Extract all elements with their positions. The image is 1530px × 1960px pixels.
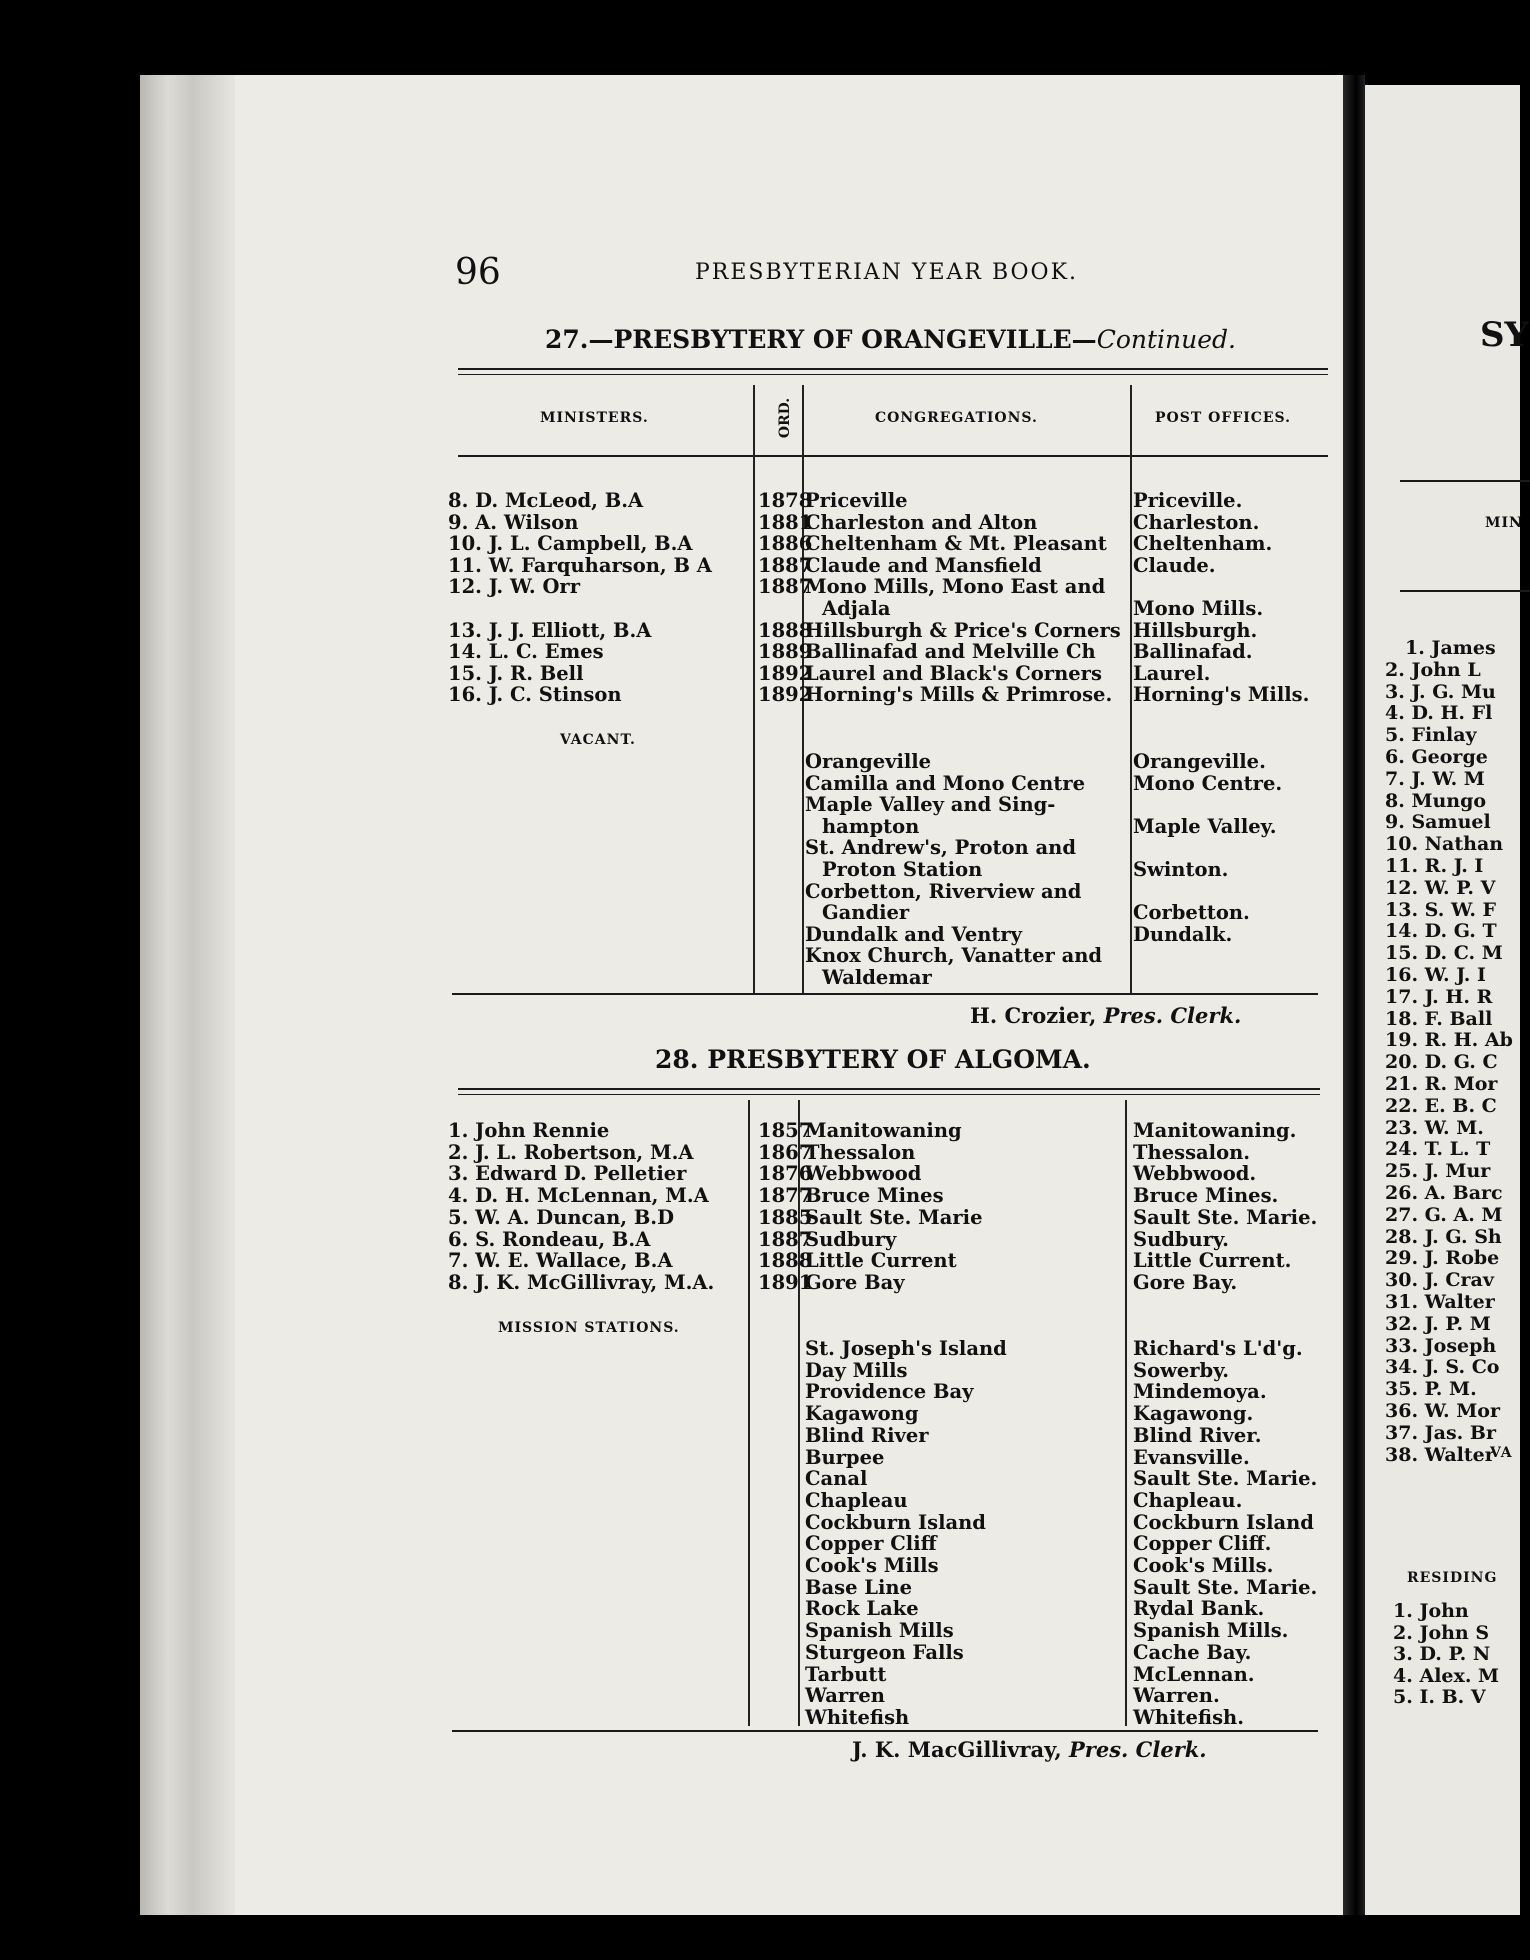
ordination-year: 1878 <box>758 489 813 512</box>
congregation-name: Providence Bay <box>805 1380 974 1404</box>
facing-list-item: 30. J. Crav <box>1385 1269 1494 1292</box>
facing-list-item: 35. P. M. <box>1385 1378 1477 1401</box>
ordination-year: 1892 <box>758 683 813 707</box>
facing-residing-item: 1. John <box>1393 1600 1469 1622</box>
table-row <box>0 1403 1340 1425</box>
congregation-name: Gore Bay <box>805 1270 905 1294</box>
ordination-year: 1887 <box>758 1227 813 1251</box>
orangeville-title <box>545 325 1236 354</box>
congregation-name: St. Joseph's Island <box>805 1337 1007 1360</box>
ordination-year: 1886 <box>758 532 813 556</box>
post-office: Corbetton. <box>1133 901 1250 925</box>
congregation-name: Rock Lake <box>805 1597 919 1621</box>
table-row <box>0 598 1340 620</box>
congregation-name: Sudbury <box>805 1227 897 1251</box>
book-gutter <box>1343 75 1365 1915</box>
algoma-clerk <box>852 1737 1207 1762</box>
mission-stations-label: MISSION STATIONS. <box>498 1320 680 1336</box>
facing-list-item: 3. J. G. Mu <box>1385 680 1496 703</box>
congregation-name: Mono Mills, Mono East and <box>805 575 1106 599</box>
table-row <box>0 1207 1340 1229</box>
post-office: Horning's Mills. <box>1133 683 1310 707</box>
table-row <box>0 1142 1340 1164</box>
facing-list-item: 25. J. Mur <box>1385 1160 1491 1183</box>
facing-page <box>1365 85 1529 1915</box>
minister-name: 2. J. L. Robertson, M.A <box>448 1140 694 1164</box>
congregation-name: Tarbutt <box>805 1662 887 1686</box>
ordination-year: 1888 <box>758 618 813 642</box>
table-row <box>0 751 1340 773</box>
table-row <box>0 684 1340 706</box>
post-office: Cockburn Island <box>1133 1510 1314 1534</box>
congregation-name: Burpee <box>805 1445 885 1469</box>
facing-list-item: 10. Nathan <box>1385 833 1504 856</box>
post-office: Webbwood. <box>1133 1162 1257 1186</box>
table-row <box>0 533 1340 555</box>
congregation-name: Knox Church, Vanatter and <box>805 944 1103 968</box>
facing-list-item: 26. A. Barc <box>1385 1182 1503 1204</box>
post-office: Copper Cliff. <box>1133 1532 1272 1556</box>
table-row <box>0 1577 1340 1599</box>
orangeville-clerk-name: H. Crozier, <box>970 1003 1097 1028</box>
minister-name: 14. L. C. Emes <box>448 640 604 664</box>
facing-list-item: 6. George <box>1385 746 1488 768</box>
congregation-name: Orangeville <box>805 750 932 773</box>
post-office: Gore Bay. <box>1133 1270 1238 1294</box>
facing-list-item: 38. Walter <box>1385 1443 1495 1466</box>
post-office: Claude. <box>1133 553 1216 577</box>
congregation-name: Ballinafad and Melville Ch <box>805 640 1096 664</box>
facing-list-item: 11. R. J. I <box>1385 855 1484 877</box>
facing-list-item: 18. F. Ball <box>1385 1007 1493 1030</box>
congregation-name: Maple Valley and Sing- <box>805 793 1056 817</box>
congregation-name: Spanish Mills <box>805 1619 954 1643</box>
algoma-top-rule <box>458 1088 1320 1090</box>
post-office: Laurel. <box>1133 661 1211 685</box>
post-office: Hillsburgh. <box>1133 618 1258 642</box>
ordination-year: 1892 <box>758 661 813 685</box>
facing-list-item: 28. J. G. Sh <box>1385 1225 1502 1248</box>
facing-list-item: 5. Finlay <box>1385 724 1477 747</box>
table-row <box>0 576 1340 598</box>
post-office: Whitefish. <box>1133 1705 1245 1729</box>
table-row <box>0 1620 1340 1642</box>
facing-list-item: 21. R. Mor <box>1385 1073 1498 1095</box>
facing-list-item: 12. W. P. V <box>1385 876 1496 899</box>
table-row <box>0 794 1340 816</box>
post-office: Cook's Mills. <box>1133 1554 1274 1577</box>
orangeville-clerk-title: Pres. Clerk. <box>1103 1003 1242 1028</box>
orangeville-clerk <box>970 1003 1241 1028</box>
post-office: Sudbury. <box>1133 1227 1229 1251</box>
ordination-year: 1857 <box>758 1119 813 1142</box>
table-row <box>0 1707 1340 1729</box>
minister-name: 8. D. McLeod, B.A <box>448 489 644 512</box>
algoma-top-rule-thin <box>458 1094 1320 1095</box>
post-office: Orangeville. <box>1133 750 1266 773</box>
congregation-name: Cockburn Island <box>805 1510 986 1534</box>
post-office: McLennan. <box>1133 1662 1255 1686</box>
congregation-name: Cook's Mills <box>805 1554 939 1577</box>
algoma-title: 28. PRESBYTERY OF ALGOMA. <box>655 1045 1091 1074</box>
congregation-name: Gandier <box>822 901 910 925</box>
table-row <box>0 1598 1340 1620</box>
facing-list-item: 20. D. G. C <box>1385 1051 1498 1074</box>
table-row <box>0 902 1340 924</box>
congregation-name: Charleston and Alton <box>805 510 1038 534</box>
facing-residing-item: 2. John S <box>1393 1621 1490 1644</box>
table-row <box>0 641 1340 663</box>
header-bottom-rule <box>458 455 1328 457</box>
congregation-name: Proton Station <box>822 858 983 881</box>
facing-list-item: 24. T. L. T <box>1385 1138 1491 1161</box>
congregation-name: Claude and Mansfield <box>805 553 1042 577</box>
running-head: PRESBYTERIAN YEAR BOOK. <box>695 260 1079 285</box>
congregation-name: Adjala <box>822 597 891 620</box>
post-office: Spanish Mills. <box>1133 1619 1289 1643</box>
post-office: Maple Valley. <box>1133 814 1277 838</box>
facing-list-item: 7. J. W. M <box>1385 767 1485 790</box>
table-row <box>0 1381 1340 1403</box>
table-top-rule-thin <box>458 374 1328 375</box>
post-office: Kagawong. <box>1133 1402 1254 1426</box>
ordination-year: 1877 <box>758 1184 813 1208</box>
post-office: Charleston. <box>1133 510 1260 534</box>
congregation-name: Copper Cliff <box>805 1532 937 1556</box>
post-office: Dundalk. <box>1133 922 1233 946</box>
facing-page-title: SY <box>1480 315 1529 355</box>
table-row <box>0 620 1340 642</box>
ordination-year: 1888 <box>758 1249 813 1273</box>
minister-name: 11. W. Farquharson, B A <box>448 553 712 577</box>
post-office: Rydal Bank. <box>1133 1597 1265 1621</box>
ordination-year: 1887 <box>758 575 813 599</box>
table-row <box>0 859 1340 881</box>
table-row <box>0 1185 1340 1207</box>
post-office: Swinton. <box>1133 858 1229 881</box>
table-row <box>0 1163 1340 1185</box>
congregation-name: Laurel and Black's Corners <box>805 661 1102 685</box>
facing-list-item: 2. John L <box>1385 658 1481 681</box>
header-ord: ORD. <box>777 397 794 439</box>
post-office: Warren. <box>1133 1684 1220 1708</box>
congregation-name: Manitowaning <box>805 1119 962 1142</box>
congregation-name: Canal <box>805 1467 868 1491</box>
table-top-rule <box>458 368 1328 370</box>
post-office: Ballinafad. <box>1133 640 1253 664</box>
facing-residing-item: 5. I. B. V <box>1393 1686 1486 1708</box>
congregation-name: Day Mills <box>805 1358 908 1382</box>
post-office: Little Current. <box>1133 1249 1292 1273</box>
table-row <box>0 1360 1340 1382</box>
facing-list-item: 29. J. Robe <box>1385 1247 1500 1270</box>
minister-name: 5. W. A. Duncan, B.D <box>448 1205 675 1229</box>
facing-list-item: 33. Joseph <box>1385 1334 1497 1357</box>
orangeville-title-main: 27.—PRESBYTERY OF ORANGEVILLE— <box>545 325 1097 354</box>
table-row <box>0 1490 1340 1512</box>
table-row <box>0 1120 1340 1142</box>
congregation-name: Horning's Mills & Primrose. <box>805 683 1113 707</box>
table-row <box>0 1250 1340 1272</box>
facing-rule <box>1400 590 1530 592</box>
congregation-name: Corbetton, Riverview and <box>805 879 1082 903</box>
facing-residing-label: RESIDING <box>1407 1570 1498 1586</box>
congregation-name: Thessalon <box>805 1140 916 1164</box>
post-office: Thessalon. <box>1133 1140 1251 1164</box>
minister-name: 6. S. Rondeau, B.A <box>448 1227 651 1251</box>
post-office: Chapleau. <box>1133 1488 1243 1512</box>
minister-name: 7. W. E. Wallace, B.A <box>448 1249 673 1273</box>
minister-name: 8. J. K. McGillivray, M.A. <box>448 1270 715 1294</box>
header-post-offices: POST OFFICES. <box>1155 410 1292 426</box>
table-row <box>0 555 1340 577</box>
congregation-name: Base Line <box>805 1575 912 1599</box>
congregation-name: Waldemar <box>822 966 932 989</box>
minister-name: 3. Edward D. Pelletier <box>448 1162 687 1186</box>
table-row <box>0 945 1340 967</box>
table-row <box>0 837 1340 859</box>
minister-name: 13. J. J. Elliott, B.A <box>448 618 652 642</box>
ordination-year: 1867 <box>758 1140 813 1164</box>
table-row <box>0 663 1340 685</box>
facing-residing-item: 4. Alex. M <box>1393 1664 1500 1687</box>
post-office: Mono Centre. <box>1133 771 1283 795</box>
post-office: Bruce Mines. <box>1133 1184 1279 1208</box>
ordination-year: 1876 <box>758 1162 813 1186</box>
table-row <box>0 512 1340 534</box>
table-row <box>0 967 1340 989</box>
table-row <box>0 881 1340 903</box>
table-row <box>0 1555 1340 1577</box>
minister-name: 15. J. R. Bell <box>448 661 584 685</box>
post-office: Priceville. <box>1133 489 1243 512</box>
ordination-year: 1889 <box>758 640 813 664</box>
header-ministers: MINISTERS. <box>540 410 649 426</box>
table-row <box>0 816 1340 838</box>
congregation-name: Camilla and Mono Centre <box>805 771 1086 795</box>
facing-list-item: 1. James <box>1405 637 1496 659</box>
algoma-clerk-name: J. K. MacGillivray, <box>852 1737 1062 1762</box>
facing-header: MIN <box>1485 515 1523 531</box>
congregation-name: Chapleau <box>805 1488 908 1512</box>
facing-list-item: 37. Jas. Br <box>1385 1421 1496 1444</box>
congregation-name: St. Andrew's, Proton and <box>805 836 1076 860</box>
post-office: Sault Ste. Marie. <box>1133 1467 1318 1491</box>
vacant-label: VACANT. <box>560 732 636 748</box>
table-row <box>0 924 1340 946</box>
facing-list-item: 31. Walter <box>1385 1291 1495 1313</box>
ordination-year: 1887 <box>758 553 813 577</box>
congregation-name: Hillsburgh & Price's Corners <box>805 618 1121 642</box>
minister-name: 9. A. Wilson <box>448 510 579 534</box>
congregation-name: Sault Ste. Marie <box>805 1205 983 1229</box>
facing-list-item: 36. W. Mor <box>1385 1400 1500 1422</box>
post-office: Manitowaning. <box>1133 1119 1297 1142</box>
post-office: Cache Bay. <box>1133 1640 1252 1664</box>
table-row <box>0 490 1340 512</box>
post-office: Blind River. <box>1133 1423 1262 1447</box>
facing-list-item: 14. D. G. T <box>1385 920 1497 943</box>
facing-list-item: 15. D. C. M <box>1385 942 1503 965</box>
table-row <box>0 1468 1340 1490</box>
post-office: Mindemoya. <box>1133 1380 1267 1404</box>
table-row <box>0 1642 1340 1664</box>
congregation-name: Priceville <box>805 489 908 512</box>
post-office: Mono Mills. <box>1133 597 1264 620</box>
minister-name: 1. John Rennie <box>448 1119 610 1142</box>
post-office: Sault Ste. Marie. <box>1133 1575 1318 1599</box>
facing-list-item: 22. E. B. C <box>1385 1094 1497 1117</box>
facing-list-item: 34. J. S. Co <box>1385 1356 1500 1379</box>
facing-residing-item: 3. D. P. N <box>1393 1643 1491 1665</box>
congregation-name: Little Current <box>805 1249 957 1273</box>
facing-list-item: 27. G. A. M <box>1385 1203 1503 1226</box>
facing-list-item: 19. R. H. Ab <box>1385 1029 1513 1052</box>
congregation-name: Warren <box>805 1684 885 1708</box>
page-number: 96 <box>455 252 501 293</box>
congregation-name: Sturgeon Falls <box>805 1640 964 1664</box>
table-bottom-rule <box>452 993 1318 995</box>
facing-list-item: 23. W. M. <box>1385 1116 1484 1139</box>
congregation-name: hampton <box>822 814 920 838</box>
minister-name: 12. J. W. Orr <box>448 575 580 599</box>
facing-list-item: 9. Samuel <box>1385 811 1491 834</box>
orangeville-title-continued: Continued. <box>1096 325 1236 354</box>
post-office: Cheltenham. <box>1133 532 1273 556</box>
post-office: Evansville. <box>1133 1445 1250 1469</box>
table-row <box>0 1229 1340 1251</box>
facing-vacant-label: VA <box>1490 1445 1513 1461</box>
minister-name: 16. J. C. Stinson <box>448 683 622 707</box>
table-row <box>0 1425 1340 1447</box>
facing-list-item: 13. S. W. F <box>1385 898 1497 921</box>
table-row <box>0 1664 1340 1686</box>
facing-list-item: 8. Mungo <box>1385 789 1487 812</box>
post-office: Richard's L'd'g. <box>1133 1337 1303 1360</box>
congregation-name: Cheltenham & Mt. Pleasant <box>805 532 1107 556</box>
minister-name: 10. J. L. Campbell, B.A <box>448 532 693 556</box>
table-row <box>0 773 1340 795</box>
facing-list-item: 32. J. P. M <box>1385 1312 1491 1335</box>
post-office: Sault Ste. Marie. <box>1133 1205 1318 1229</box>
header-congregations: CONGREGATIONS. <box>875 410 1038 426</box>
minister-name: 4. D. H. McLennan, M.A <box>448 1184 709 1208</box>
ordination-year: 1885 <box>758 1205 813 1229</box>
table-row <box>0 1447 1340 1469</box>
ordination-year: 1881 <box>758 510 813 534</box>
congregation-name: Blind River <box>805 1423 929 1447</box>
post-office: Sowerby. <box>1133 1358 1230 1382</box>
congregation-name: Webbwood <box>805 1162 922 1186</box>
congregation-name: Bruce Mines <box>805 1184 944 1208</box>
algoma-bottom-rule <box>452 1730 1318 1732</box>
congregation-name: Whitefish <box>805 1705 910 1729</box>
facing-list-item: 17. J. H. R <box>1385 985 1493 1008</box>
congregation-name: Dundalk and Ventry <box>805 922 1023 946</box>
table-row <box>0 1512 1340 1534</box>
algoma-clerk-title: Pres. Clerk. <box>1068 1737 1207 1762</box>
facing-list-item: 16. W. J. I <box>1385 964 1486 986</box>
table-row <box>0 1272 1340 1294</box>
congregation-name: Kagawong <box>805 1402 919 1426</box>
facing-rule <box>1400 480 1530 482</box>
table-row <box>0 1533 1340 1555</box>
table-row <box>0 1685 1340 1707</box>
facing-list-item: 4. D. H. Fl <box>1385 702 1493 725</box>
ordination-year: 1891 <box>758 1270 813 1294</box>
table-row <box>0 1338 1340 1360</box>
